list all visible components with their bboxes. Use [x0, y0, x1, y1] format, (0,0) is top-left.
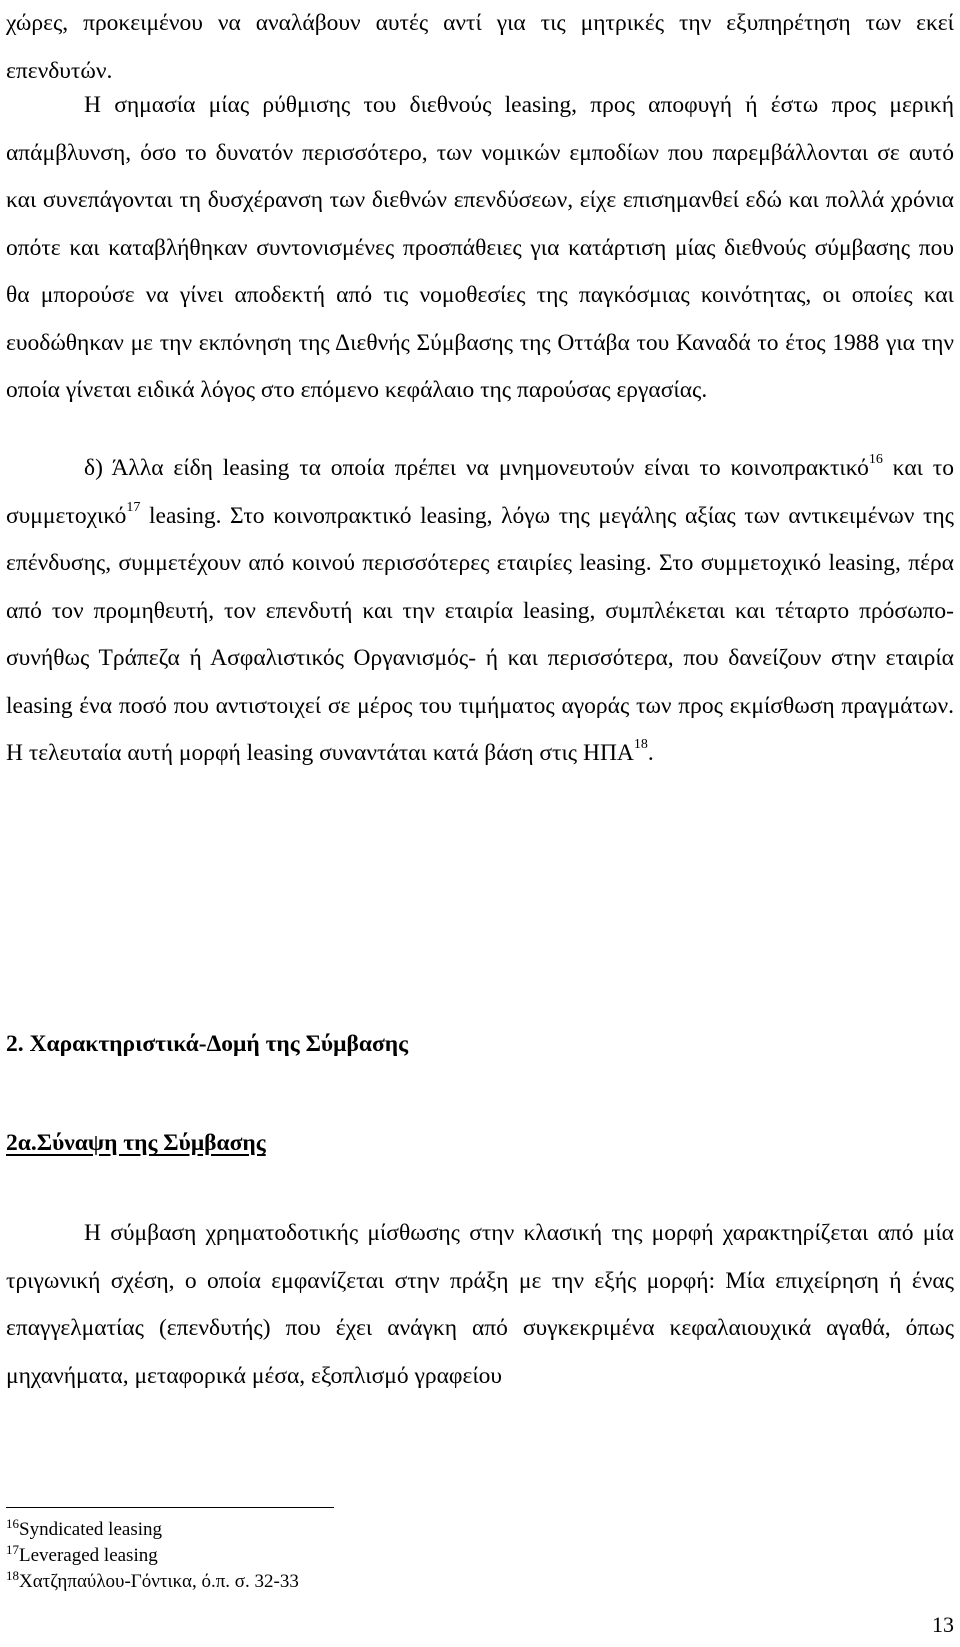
paragraph-contract-formation: Η σύμβαση χρηματοδοτικής μίσθωσης στην κλασική της μορφή χαρακτηρίζεται από μία τριγωνική σχέση, ο οποία εμφανίζεται στην πράξη με την εξής μορφή: Μία επιχείρηση ή ένας επαγγελματίας (επενδυτής) που έχει ανάγκη από συγκεκριμένα κεφαλαιουχικά αγαθά, όπως μηχανήματα, μεταφορικά μέσα, εξοπλισμό γραφείου	[6, 1220, 954, 1389]
paragraph-text-part: και το συμμετοχικό	[6, 455, 954, 529]
footnote-text: Χατζηπαύλου-Γόντικα, ό.π. σ. 32-33	[19, 1571, 299, 1592]
footnote-number: 16	[6, 1516, 19, 1531]
footnote-text: Syndicated leasing	[19, 1519, 162, 1540]
footnote-reference-18[interactable]: 18	[633, 737, 648, 752]
footnote-number: 18	[6, 1568, 19, 1583]
footnotes-list	[6, 1517, 299, 1595]
footnote-number: 17	[6, 1542, 19, 1557]
footnote-reference-17[interactable]: 17	[126, 499, 141, 515]
paragraph-text-part: .	[647, 740, 654, 766]
subsection-heading: 2α.Σύναψη της Σύμβασης	[6, 1130, 266, 1156]
footnote-reference-16[interactable]: 16	[868, 452, 883, 467]
footnote-item	[6, 1517, 299, 1543]
page-number: 13	[932, 1612, 954, 1637]
footnote-item	[6, 1569, 299, 1595]
paragraph-other-leasing-types	[6, 445, 954, 778]
footnote-text: Leveraged leasing	[19, 1545, 158, 1566]
section-heading: 2. Χαρακτηριστικά-Δομή της Σύμβασης	[6, 1031, 408, 1057]
paragraph-continuation: χώρες, προκειμένου να αναλάβουν αυτές αντί για τις μητρικές την εξυπηρέτηση των εκεί επενδυτών.	[6, 10, 954, 84]
paragraph-text-part: δ) Άλλα είδη leasing τα οποία πρέπει να μνημονευτούν είναι το κοινοπρακτικό	[84, 455, 869, 481]
paragraph-international-leasing: Η σημασία μίας ρύθμισης του διεθνούς leasing, προς αποφυγή ή έστω προς μερική απάμβλυνση, όσο το δυνατόν περισσότερο, των νομικών εμποδίων που παρεμβάλλονται σε αυτό και συνεπάγονται τη δυσχέρανση των διεθνών επενδύσεων, είχε επισημανθεί εδώ και πολλά χρόνια οπότε και καταβλήθηκαν συντονισμένες προσπάθειες για κατάρτιση μίας διεθνούς σύμβασης που θα μπορούσε να γίνει αποδεκτή από τις νομοθεσίες της παγκόσμιας κοινότητας, οι οποίες και ευοδώθηκαν με την εκπόνηση της Διεθνής Σύμβασης της Οττάβα του Καναδά το έτος 1988 για την οποία γίνεται ειδικά λόγος στο επόμενο κεφάλαιο της παρούσας εργασίας.	[6, 92, 954, 403]
footnote-item	[6, 1543, 299, 1569]
footnote-separator	[6, 1507, 334, 1508]
paragraph-text-part: leasing. Στο κοινοπρακτικό leasing, λόγω της μεγάλης αξίας των αντικειμένων της επένδυσης, συμμετέχουν από κοινού περισσότερες εταιρίες leasing. Στο συμμετοχικό leasing, πέρα από τον προμηθευτή, τον επενδυτή και την εταιρία leasing, συμπλέκεται και τέταρτο πρόσωπο-συνήθως Τράπεζα ή Ασφαλιστικός Οργανισμός- ή και περισσότερα, που δανείζουν στην εταιρία leasing ένα ποσό που αντιστοιχεί σε μέρος του τιμήματος αγοράς των προς εκμίσθωση πραγμάτων. Η τελευταία αυτή μορφή leasing συναντάται κατά βάση στις ΗΠΑ	[6, 502, 954, 766]
